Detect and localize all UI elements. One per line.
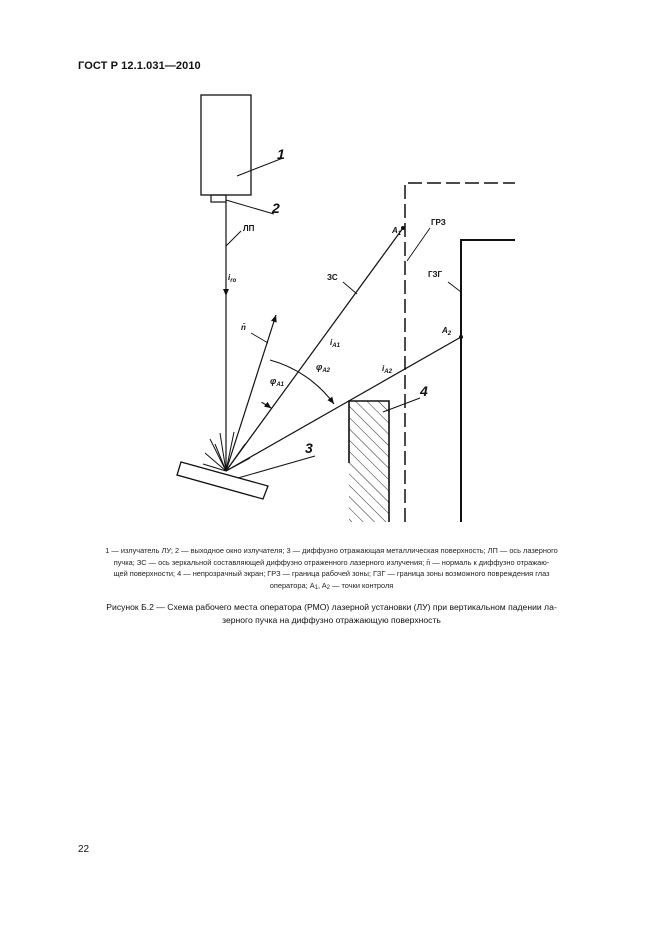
exit-window bbox=[211, 195, 226, 202]
angle-arc-a1 bbox=[262, 402, 272, 408]
label-intensity-a1: $i_{A1}$ bbox=[330, 338, 340, 349]
legend-line-4: оператора; $A_1$, $A_2$ — точки контроля bbox=[269, 580, 394, 591]
leader-normal bbox=[251, 333, 268, 343]
label-intensity-a2: $i_{A2}$ bbox=[382, 364, 392, 375]
label-surface-number: 3 bbox=[305, 440, 313, 456]
leader-surface bbox=[238, 456, 315, 478]
laser-emitter bbox=[201, 95, 251, 195]
page-number: 22 bbox=[78, 844, 90, 855]
legend-line-2: пучка; ЗС — ось зеркальной составляющей диффузно отраженного лазерного излучения; n̄ — нормаль к диффузно отражаю- bbox=[113, 557, 550, 567]
damage-zone-border bbox=[461, 240, 515, 522]
label-angle-a1: $\varphi_{A1}$ bbox=[270, 376, 285, 388]
document-header: ГОСТ Р 12.1.031—2010 bbox=[78, 60, 201, 72]
legend-line-3: щей поверхности; 4 — непрозрачный экран; ГРЗ — граница рабочей зоны; ГЗГ — граница зоны возможного повреждения глаз bbox=[113, 569, 550, 579]
leader-beam-axis bbox=[226, 231, 241, 246]
leader-specular bbox=[343, 282, 357, 294]
label-point-a1: $A_1$ bbox=[392, 226, 402, 237]
caption-line-2: зерного пучка на диффузно отражающую поверхность bbox=[222, 614, 441, 625]
surface-normal bbox=[226, 315, 276, 471]
ray-to-a2 bbox=[226, 337, 461, 471]
label-screen-number: 4 bbox=[420, 383, 428, 399]
leader-damage-zone bbox=[448, 282, 461, 292]
label-work-zone: ГРЗ bbox=[431, 218, 446, 227]
figure-legend bbox=[78, 545, 585, 594]
label-window-number: 2 bbox=[272, 200, 280, 216]
label-damage-zone: ГЗГ bbox=[428, 270, 443, 279]
label-intensity-beam: $i_{ro}$ bbox=[228, 273, 237, 284]
legend-line-1: 1 — излучатель ЛУ; 2 — выходное окно излучателя; 3 — диффузно отражающая металлическая поверхность; ЛП — ось лазерного bbox=[105, 546, 558, 555]
label-normal: n̄ bbox=[241, 323, 246, 332]
leader-window bbox=[226, 200, 274, 214]
label-specular: ЗС bbox=[327, 273, 338, 282]
label-point-a2: $A_2$ bbox=[442, 326, 452, 337]
label-angle-a2: $\varphi_{A2}$ bbox=[316, 362, 331, 374]
screen-hatching bbox=[349, 401, 389, 522]
label-beam-axis: ЛП bbox=[243, 224, 255, 233]
figure-caption bbox=[78, 601, 585, 626]
caption-line-1: Рисунок Б.2 — Схема рабочего места оператора (РМО) лазерной установки (ЛУ) при вертикальном падении ла- bbox=[106, 602, 557, 612]
label-emitter-number: 1 bbox=[277, 146, 285, 162]
leader-work-zone bbox=[407, 228, 430, 261]
